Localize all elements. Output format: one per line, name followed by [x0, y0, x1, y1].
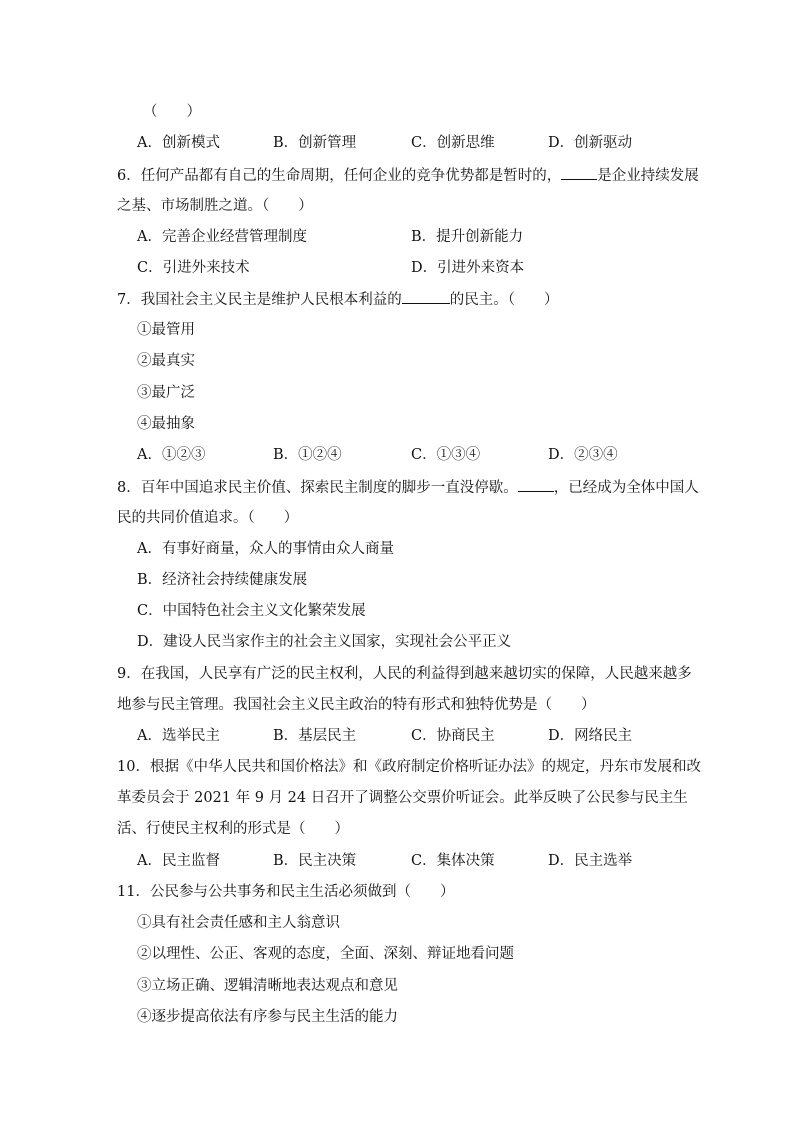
- q8-answer-blank: [518, 477, 554, 492]
- q6-stem-line1: [117, 165, 699, 186]
- q11-item-2: ②以理性、公正、客观的态度，全面、深刻、辩证地看问题: [137, 946, 514, 962]
- q8-stem-line2: 民的共同价值追求。（ ）: [117, 510, 299, 526]
- q8-stem-post: ，已经成为全体中国人: [553, 480, 699, 496]
- q7-item-2: ②最真实: [137, 353, 195, 369]
- q8-stem-pre: 8．百年中国追求民主价值、探索民主制度的脚步一直没停歇。: [117, 480, 518, 496]
- q6-answer-blank: [561, 165, 597, 180]
- q7-option-b: B．①②④: [273, 447, 342, 463]
- q10-stem-line2: 革委员会于 2021 年 9 月 24 日召开了调整公交票价听证会。此举反映了公民参与民主生: [117, 790, 688, 806]
- q6-option-d: D．引进外来资本: [411, 260, 525, 276]
- q6-stem-post: 是企业持续发展: [597, 168, 699, 184]
- q7-stem-pre: 7．我国社会主义民主是维护人民根本利益的: [117, 292, 402, 308]
- q11-stem-line1: 11．公民参与公共事务和民主生活必须做到（ ）: [117, 884, 455, 900]
- q9-option-b: B．基层民主: [273, 728, 357, 744]
- q6-stem-line2: 之基、市场制胜之道。（ ）: [117, 198, 313, 214]
- q8-stem-line1: [117, 477, 699, 498]
- q7-answer-blank: [402, 289, 450, 304]
- q9-stem-line1: 9．在我国，人民享有广泛的民主权利，人民的利益得到越来越切实的保障，人民越来越多: [117, 666, 692, 682]
- q7-item-4: ④最抽象: [137, 416, 195, 432]
- q6-option-b: B．提升创新能力: [411, 229, 524, 245]
- q7-item-1: ①最管用: [137, 322, 195, 338]
- q9-option-a: A．选举民主: [137, 728, 220, 744]
- q11-item-1: ①具有社会责任感和主人翁意识: [137, 915, 340, 931]
- q5-option-c: C．创新思维: [411, 135, 495, 151]
- q9-stem-line2: 地参与民主管理。我国社会主义民主政治的特有形式和独特优势是（ ）: [117, 697, 596, 713]
- q6-option-a: A．完善企业经营管理制度: [137, 229, 307, 245]
- q8-option-d: D．建设人民当家作主的社会主义国家，实现社会公平正义: [137, 634, 512, 650]
- q7-stem-post: 的民主。（ ）: [449, 292, 559, 308]
- q5-paren: （ ）: [143, 104, 201, 120]
- q10-stem-line3: 活、行使民主权利的形式是（ ）: [117, 821, 349, 837]
- q8-option-c: C．中国特色社会主义文化繁荣发展: [137, 603, 366, 619]
- q5-option-d: D．创新驱动: [548, 135, 633, 151]
- q9-option-c: C．协商民主: [411, 728, 495, 744]
- q11-item-3: ③立场正确、逻辑清晰地表达观点和意见: [137, 978, 398, 994]
- q7-option-a: A．①②③: [137, 447, 206, 463]
- q8-option-a: A．有事好商量，众人的事情由众人商量: [137, 541, 394, 557]
- q6-stem-pre: 6．任何产品都有自己的生命周期，任何企业的竞争优势都是暂时的，: [117, 168, 562, 184]
- q9-option-d: D．网络民主: [548, 728, 633, 744]
- q6-option-c: C．引进外来技术: [137, 260, 250, 276]
- q8-option-b: B．经济社会持续健康发展: [137, 572, 308, 588]
- q7-option-c: C．①③④: [411, 447, 481, 463]
- q10-option-a: A．民主监督: [137, 853, 220, 869]
- q5-option-a: A．创新模式: [137, 135, 220, 151]
- q10-option-d: D．民主选举: [548, 853, 633, 869]
- q7-option-d: D．②③④: [548, 447, 618, 463]
- q10-option-b: B．民主决策: [273, 853, 357, 869]
- q11-item-4: ④逐步提高依法有序参与民主生活的能力: [137, 1009, 398, 1025]
- q5-option-b: B．创新管理: [273, 135, 357, 151]
- q7-stem-line1: [117, 289, 558, 310]
- q7-item-3: ③最广泛: [137, 385, 195, 401]
- q10-stem-line1: 10．根据《中华人民共和国价格法》和《政府制定价格听证办法》的规定，丹东市发展和改: [117, 759, 701, 775]
- q10-option-c: C．集体决策: [411, 853, 495, 869]
